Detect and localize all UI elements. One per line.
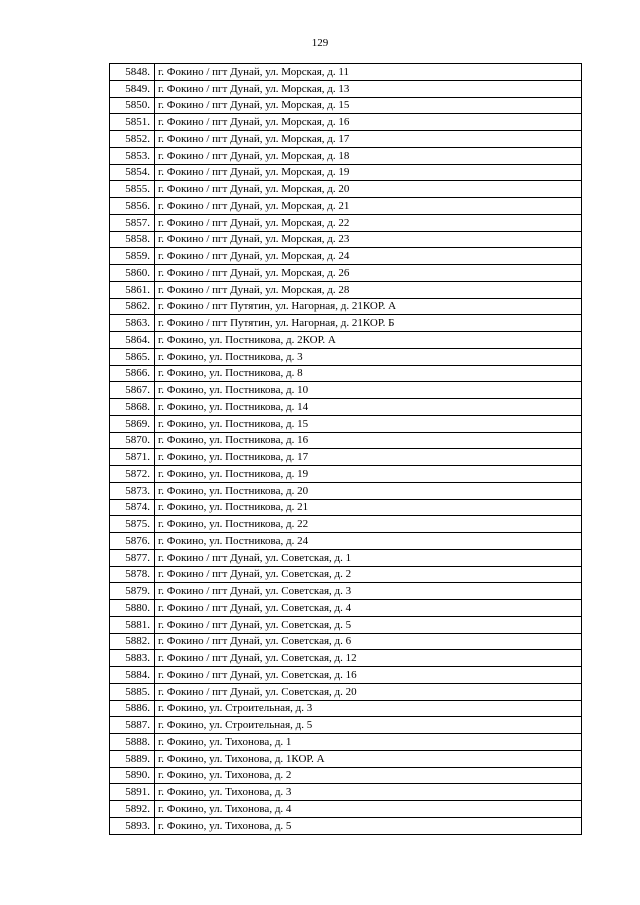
- row-address: г. Фокино / пгт Дунай, ул. Морская, д. 11: [155, 64, 582, 81]
- table-row: [110, 80, 582, 97]
- row-address: г. Фокино / пгт Дунай, ул. Советская, д. 6: [155, 633, 582, 650]
- row-number: 5848.: [110, 64, 155, 81]
- row-number: 5857.: [110, 214, 155, 231]
- table-row: [110, 817, 582, 834]
- row-number: 5888.: [110, 734, 155, 751]
- row-address: г. Фокино, ул. Строительная, д. 5: [155, 717, 582, 734]
- row-number: 5862.: [110, 298, 155, 315]
- table-row: [110, 415, 582, 432]
- row-address: г. Фокино / пгт Дунай, ул. Морская, д. 22: [155, 214, 582, 231]
- table-row: [110, 650, 582, 667]
- row-number: 5874.: [110, 499, 155, 516]
- row-number: 5872.: [110, 466, 155, 483]
- table-row: [110, 432, 582, 449]
- row-address: г. Фокино, ул. Тихонова, д. 5: [155, 817, 582, 834]
- row-address: г. Фокино, ул. Постникова, д. 24: [155, 533, 582, 550]
- table-row: [110, 566, 582, 583]
- table-row: [110, 667, 582, 684]
- table-row: [110, 265, 582, 282]
- table-row: [110, 583, 582, 600]
- row-number: 5861.: [110, 281, 155, 298]
- row-address: г. Фокино / пгт Дунай, ул. Советская, д. 16: [155, 667, 582, 684]
- row-number: 5850.: [110, 97, 155, 114]
- table-row: [110, 114, 582, 131]
- row-number: 5852.: [110, 131, 155, 148]
- row-number: 5876.: [110, 533, 155, 550]
- row-address: г. Фокино, ул. Строительная, д. 3: [155, 700, 582, 717]
- row-number: 5892.: [110, 801, 155, 818]
- row-number: 5880.: [110, 600, 155, 617]
- row-address: г. Фокино, ул. Постникова, д. 10: [155, 382, 582, 399]
- row-number: 5878.: [110, 566, 155, 583]
- row-number: 5889.: [110, 750, 155, 767]
- row-number: 5870.: [110, 432, 155, 449]
- row-number: 5851.: [110, 114, 155, 131]
- row-number: 5863.: [110, 315, 155, 332]
- row-number: 5887.: [110, 717, 155, 734]
- table-row: [110, 549, 582, 566]
- table-row: [110, 683, 582, 700]
- row-address: г. Фокино / пгт Путятин, ул. Нагорная, д. 21КОР. Б: [155, 315, 582, 332]
- table-row: [110, 181, 582, 198]
- row-address: г. Фокино, ул. Постникова, д. 19: [155, 466, 582, 483]
- row-number: 5884.: [110, 667, 155, 684]
- row-address: г. Фокино, ул. Тихонова, д. 1КОР. А: [155, 750, 582, 767]
- row-address: г. Фокино, ул. Тихонова, д. 3: [155, 784, 582, 801]
- row-address: г. Фокино, ул. Постникова, д. 17: [155, 449, 582, 466]
- row-address: г. Фокино / пгт Дунай, ул. Советская, д. 1: [155, 549, 582, 566]
- row-number: 5879.: [110, 583, 155, 600]
- row-number: 5883.: [110, 650, 155, 667]
- row-number: 5890.: [110, 767, 155, 784]
- table-row: [110, 533, 582, 550]
- table-row: [110, 315, 582, 332]
- row-number: 5893.: [110, 817, 155, 834]
- table-row: [110, 399, 582, 416]
- row-address: г. Фокино / пгт Дунай, ул. Советская, д. 2: [155, 566, 582, 583]
- table-row: [110, 767, 582, 784]
- row-address: г. Фокино / пгт Дунай, ул. Морская, д. 23: [155, 231, 582, 248]
- table-row: [110, 281, 582, 298]
- row-address: г. Фокино / пгт Дунай, ул. Морская, д. 21: [155, 198, 582, 215]
- row-address: г. Фокино, ул. Постникова, д. 15: [155, 415, 582, 432]
- table-row: [110, 700, 582, 717]
- row-address: г. Фокино, ул. Постникова, д. 8: [155, 365, 582, 382]
- row-address: г. Фокино, ул. Тихонова, д. 1: [155, 734, 582, 751]
- row-number: 5860.: [110, 265, 155, 282]
- row-address: г. Фокино / пгт Дунай, ул. Морская, д. 26: [155, 265, 582, 282]
- table-row: [110, 332, 582, 349]
- row-address: г. Фокино, ул. Постникова, д. 20: [155, 482, 582, 499]
- row-address: г. Фокино / пгт Дунай, ул. Советская, д. 20: [155, 683, 582, 700]
- row-address: г. Фокино, ул. Постникова, д. 2КОР. А: [155, 332, 582, 349]
- row-address: г. Фокино / пгт Дунай, ул. Морская, д. 15: [155, 97, 582, 114]
- row-number: 5858.: [110, 231, 155, 248]
- table-row: [110, 382, 582, 399]
- table-row: [110, 97, 582, 114]
- table-row: [110, 164, 582, 181]
- row-address: г. Фокино / пгт Дунай, ул. Морская, д. 28: [155, 281, 582, 298]
- row-address: г. Фокино / пгт Дунай, ул. Морская, д. 24: [155, 248, 582, 265]
- table-row: [110, 466, 582, 483]
- row-number: 5868.: [110, 399, 155, 416]
- table-row: [110, 801, 582, 818]
- row-number: 5881.: [110, 616, 155, 633]
- row-number: 5882.: [110, 633, 155, 650]
- table-row: [110, 516, 582, 533]
- row-address: г. Фокино, ул. Постникова, д. 16: [155, 432, 582, 449]
- row-address: г. Фокино / пгт Путятин, ул. Нагорная, д. 21КОР. А: [155, 298, 582, 315]
- row-address: г. Фокино / пгт Дунай, ул. Советская, д. 12: [155, 650, 582, 667]
- table-row: [110, 616, 582, 633]
- table-row: [110, 365, 582, 382]
- row-address: г. Фокино / пгт Дунай, ул. Советская, д. 4: [155, 600, 582, 617]
- row-address: г. Фокино / пгт Дунай, ул. Морская, д. 16: [155, 114, 582, 131]
- row-address: г. Фокино, ул. Постникова, д. 3: [155, 348, 582, 365]
- row-number: 5885.: [110, 683, 155, 700]
- row-number: 5854.: [110, 164, 155, 181]
- row-address: г. Фокино, ул. Постникова, д. 14: [155, 399, 582, 416]
- table-row: [110, 348, 582, 365]
- row-address: г. Фокино / пгт Дунай, ул. Морская, д. 17: [155, 131, 582, 148]
- row-address: г. Фокино / пгт Дунай, ул. Морская, д. 18: [155, 147, 582, 164]
- table-row: [110, 248, 582, 265]
- row-number: 5865.: [110, 348, 155, 365]
- row-number: 5877.: [110, 549, 155, 566]
- row-number: 5873.: [110, 482, 155, 499]
- row-number: 5891.: [110, 784, 155, 801]
- row-number: 5875.: [110, 516, 155, 533]
- table-row: [110, 717, 582, 734]
- table-row: [110, 198, 582, 215]
- row-number: 5869.: [110, 415, 155, 432]
- row-address: г. Фокино / пгт Дунай, ул. Морская, д. 20: [155, 181, 582, 198]
- row-number: 5867.: [110, 382, 155, 399]
- row-number: 5871.: [110, 449, 155, 466]
- page-number: 129: [311, 37, 329, 49]
- row-number: 5849.: [110, 80, 155, 97]
- address-table-body: [110, 64, 582, 835]
- table-row: [110, 131, 582, 148]
- table-row: [110, 600, 582, 617]
- table-row: [110, 784, 582, 801]
- row-number: 5864.: [110, 332, 155, 349]
- table-row: [110, 147, 582, 164]
- row-address: г. Фокино, ул. Тихонова, д. 2: [155, 767, 582, 784]
- row-address: г. Фокино / пгт Дунай, ул. Морская, д. 13: [155, 80, 582, 97]
- row-number: 5853.: [110, 147, 155, 164]
- table-row: [110, 633, 582, 650]
- table-row: [110, 499, 582, 516]
- table-row: [110, 449, 582, 466]
- table-row: [110, 64, 582, 81]
- row-address: г. Фокино, ул. Тихонова, д. 4: [155, 801, 582, 818]
- table-row: [110, 750, 582, 767]
- table-row: [110, 231, 582, 248]
- row-number: 5866.: [110, 365, 155, 382]
- address-table: [109, 63, 582, 835]
- table-row: [110, 214, 582, 231]
- row-address: г. Фокино, ул. Постникова, д. 21: [155, 499, 582, 516]
- row-number: 5859.: [110, 248, 155, 265]
- row-address: г. Фокино, ул. Постникова, д. 22: [155, 516, 582, 533]
- row-number: 5886.: [110, 700, 155, 717]
- table-row: [110, 734, 582, 751]
- row-number: 5856.: [110, 198, 155, 215]
- row-address: г. Фокино / пгт Дунай, ул. Советская, д. 3: [155, 583, 582, 600]
- table-row: [110, 298, 582, 315]
- row-address: г. Фокино / пгт Дунай, ул. Советская, д. 5: [155, 616, 582, 633]
- table-row: [110, 482, 582, 499]
- row-number: 5855.: [110, 181, 155, 198]
- row-address: г. Фокино / пгт Дунай, ул. Морская, д. 19: [155, 164, 582, 181]
